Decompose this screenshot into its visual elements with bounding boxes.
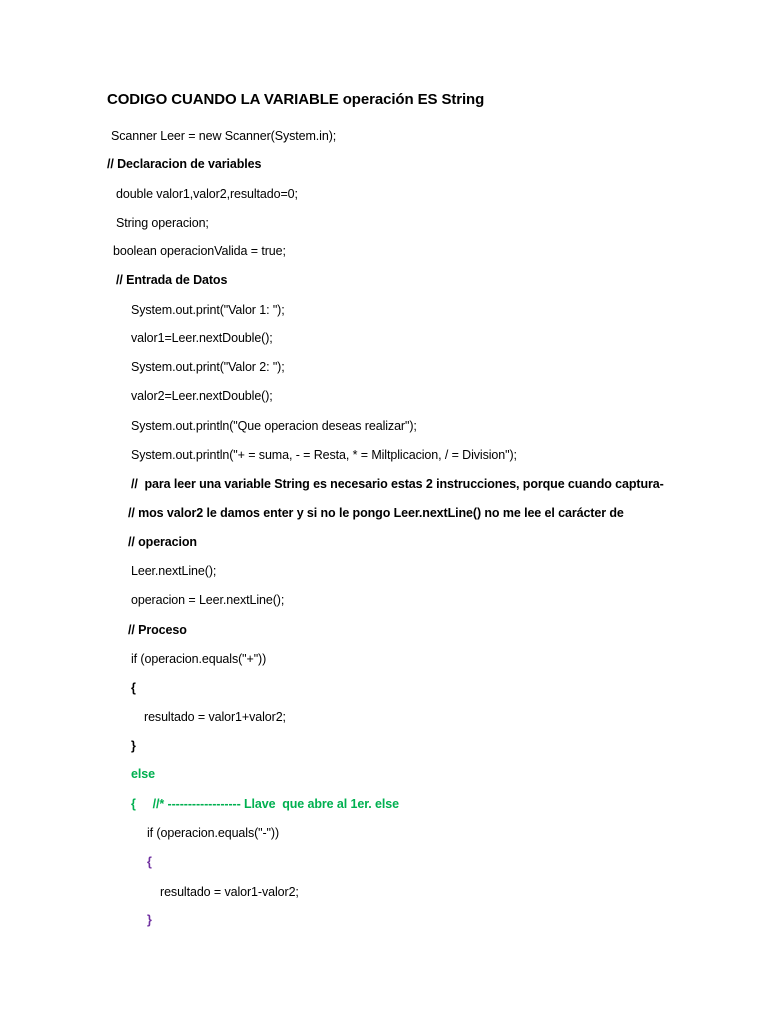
code-line-double: double valor1,valor2,resultado=0; [116,187,298,201]
code-line-boolean: boolean operacionValida = true; [113,244,286,258]
document-title: CODIGO CUANDO LA VARIABLE operación ES String [107,91,485,108]
code-line-resultado-resta: resultado = valor1-valor2; [160,885,299,899]
comment-nextline-3: // operacion [128,535,197,549]
code-line-println-operacion: System.out.println("Que operacion deseas realizar"); [131,419,417,433]
code-line-println-menu: System.out.println("+ = suma, - = Resta, * = Miltplicacion, / = Division"); [131,448,517,462]
code-line-string: String operacion; [116,216,209,230]
comment-nextline-1: // para leer una variable String es necesario estas 2 instrucciones, porque cuando captura- [131,477,664,491]
code-line-read-valor1: valor1=Leer.nextDouble(); [131,331,273,345]
code-brace-close-2: } [147,913,152,927]
code-keyword-else: else [131,767,155,781]
comment-nextline-2: // mos valor2 le damos enter y si no le pongo Leer.nextLine() no me lee el carácter de [128,506,624,520]
comment-entrada: // Entrada de Datos [116,273,228,287]
code-line-read-operacion: operacion = Leer.nextLine(); [131,593,285,607]
code-line-if-resta: if (operacion.equals("-")) [147,826,280,840]
comment-proceso: // Proceso [128,623,187,637]
code-brace-close-1: } [131,739,136,753]
code-line-nextline: Leer.nextLine(); [131,564,217,578]
comment-llave-else: { //* ------------------ Llave que abre al 1er. else [131,797,399,811]
code-brace-open-1: { [131,681,136,695]
comment-declaracion: // Declaracion de variables [107,157,262,171]
code-brace-open-2: { [147,855,152,869]
code-line-print-valor1: System.out.print("Valor 1: "); [131,303,285,317]
code-line-read-valor2: valor2=Leer.nextDouble(); [131,389,273,403]
code-line-if-suma: if (operacion.equals("+")) [131,652,267,666]
code-line-resultado-suma: resultado = valor1+valor2; [144,710,286,724]
code-line-scanner: Scanner Leer = new Scanner(System.in); [111,129,337,143]
code-line-print-valor2: System.out.print("Valor 2: "); [131,360,285,374]
